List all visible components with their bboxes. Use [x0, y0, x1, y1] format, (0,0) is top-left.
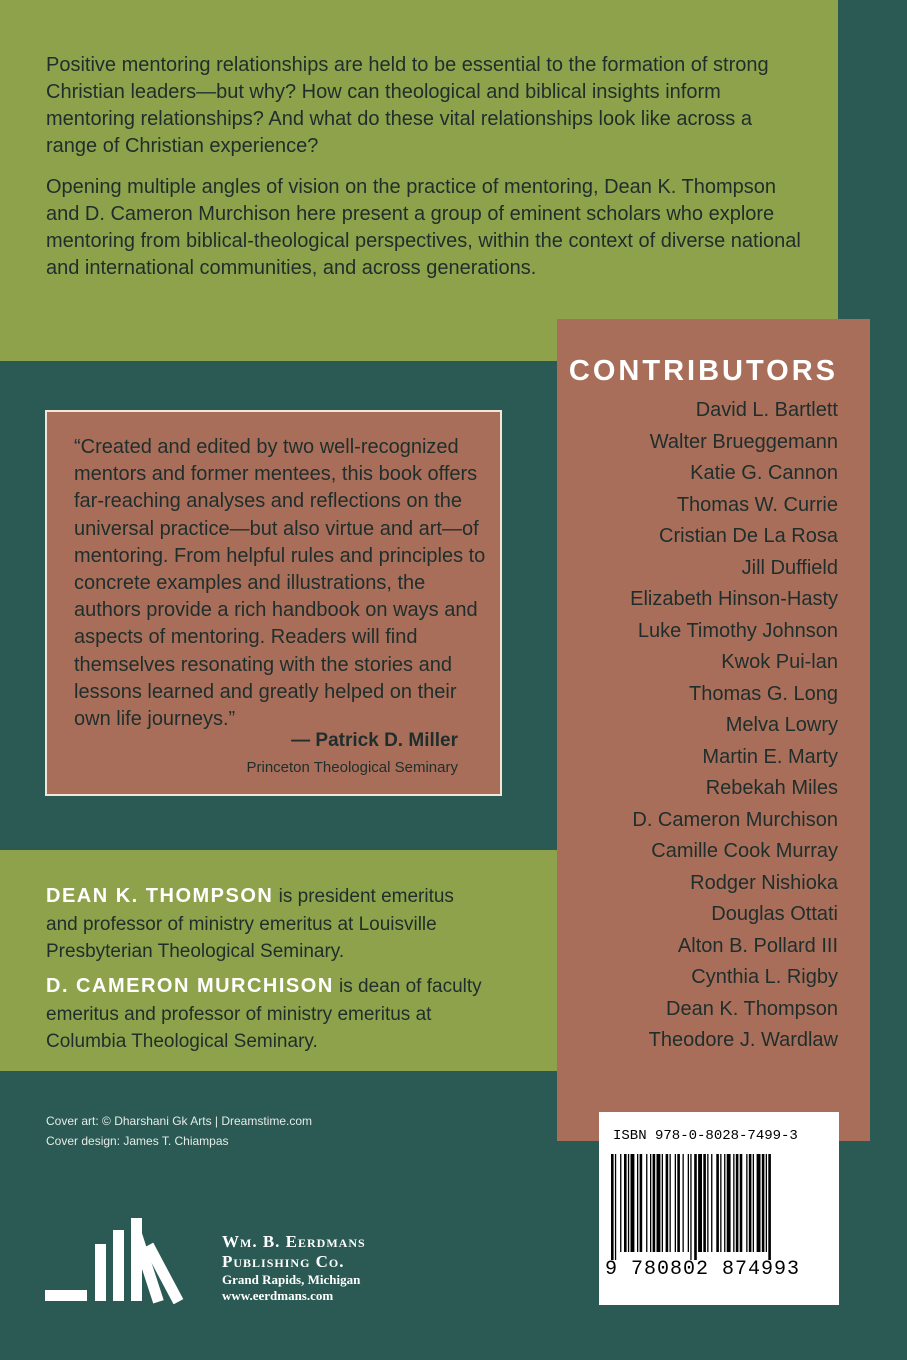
cover-design-credit: Cover design: James T. Chiampas [46, 1134, 229, 1148]
author-bio-2 [46, 973, 486, 1056]
barcode-bar [653, 1154, 656, 1252]
contributor-name: Camille Cook Murray [651, 840, 838, 862]
contributor-name: Theodore J. Wardlaw [648, 1029, 838, 1051]
endorsement-affiliation: Princeton Theological Seminary [246, 759, 458, 776]
contributor-name: Walter Brueggemann [649, 430, 838, 453]
intro-text [46, 52, 806, 296]
barcode-bar [766, 1154, 767, 1252]
barcode-bar [628, 1154, 629, 1252]
barcode-bar [637, 1154, 638, 1252]
barcode-bar [677, 1154, 680, 1252]
barcode-bar [736, 1154, 739, 1252]
contributor-name: Martin E. Marty [702, 745, 838, 768]
intro-paragraph-1: Positive mentoring relationships are held to be essential to the formation of strong Christian leaders—but why? How can theological and biblical insights inform mentoring relationships? And what do these vital relationships look like across a range of Christian experience? [46, 54, 769, 157]
barcode-bar [711, 1154, 712, 1252]
contributor-name: Douglas Ottati [711, 903, 838, 925]
endorsement-attribution: — Patrick D. Miller [291, 730, 458, 751]
barcode-bar [768, 1154, 771, 1260]
author-bio-1 [46, 883, 486, 966]
contributor-name: Melva Lowry [725, 714, 838, 736]
contributor-name: Kwok Pui-lan [721, 651, 838, 673]
contributor-name: Jill Duffield [741, 556, 838, 579]
barcode-bar [716, 1154, 719, 1252]
barcode-bar [720, 1154, 721, 1252]
barcode-bar [675, 1154, 676, 1252]
barcode-bar [631, 1154, 635, 1252]
contributor-name: Rodger Nishioka [690, 871, 838, 894]
cover-credits [46, 1111, 312, 1151]
barcode-bar [688, 1154, 689, 1252]
barcode-bar [683, 1154, 684, 1252]
barcode-bar [762, 1154, 765, 1252]
contributor-name: Rebekah Miles [705, 777, 838, 799]
isbn-label: ISBN 978-0-8028-7499-3 [613, 1128, 798, 1144]
barcode-bar [733, 1154, 734, 1252]
endorsement-quote: “Created and edited by two well-recognized mentors and former mentees, this book offers far-reaching analyses and reflections on the universal practice—but also virtue and art—of mentoring. From helpful rules and principles to concrete examples and illustrations, the authors provide a rich handbook on ways and aspects of mentoring. Readers will find themselves resonating with the stories and lessons learned and greatly helped on their own life journeys.” [74, 436, 486, 731]
barcode-bar [615, 1154, 616, 1260]
barcode-bar [620, 1154, 621, 1252]
publisher-block [222, 1232, 366, 1304]
contributor-name: Cristian De La Rosa [659, 525, 838, 547]
publisher-city: Grand Rapids, Michigan [222, 1272, 361, 1287]
author-name-2: D. CAMERON MURCHISON [46, 975, 334, 997]
barcode-bar [698, 1154, 702, 1252]
contributor-name: Katie G. Cannon [690, 462, 838, 484]
barcode-number: 9 780802 874993 [605, 1258, 801, 1281]
barcode-bar [666, 1154, 669, 1252]
barcode-bar [707, 1154, 708, 1252]
intro-paragraph-2: Opening multiple angles of vision on the practice of mentoring, Dean K. Thompson and D. Cameron Murchison here present a group of eminent scholars who explore mentoring from biblical-theological perspectives, within the context of diverse national and international communities, and across generations. [46, 176, 801, 279]
contributor-name: Alton B. Pollard III [677, 934, 838, 957]
authors-panel [0, 850, 557, 1071]
publisher-name-line-1: Wm. B. Eerdmans [222, 1232, 366, 1251]
contributor-name: Elizabeth Hinson-Hasty [630, 588, 838, 610]
contributors-title: CONTRIBUTORS [568, 355, 838, 387]
eerdmans-logo [45, 1218, 210, 1304]
barcode-bar [657, 1154, 661, 1252]
barcode-bar [670, 1154, 671, 1252]
barcode-bar [753, 1154, 754, 1252]
barcode-bar [624, 1154, 627, 1252]
contributor-name: David L. Bartlett [695, 399, 838, 421]
author-bio-1-text: is president emeritus and professor of ministry emeritus at Louisville Presbyterian Theological Seminary. [46, 886, 454, 962]
barcode-bar [650, 1154, 651, 1252]
cover-art-credit: Cover art: © Dharshani Gk Arts | Dreamstime.com [46, 1114, 313, 1128]
author-name-1: DEAN K. THOMPSON [46, 885, 274, 907]
barcode-bar [640, 1154, 643, 1252]
barcode-bar [757, 1154, 761, 1252]
contributor-name: Dean K. Thompson [666, 997, 838, 1020]
contributor-name: Luke Timothy Johnson [637, 619, 838, 642]
contributor-name: D. Cameron Murchison [632, 808, 838, 831]
barcode-bar [690, 1154, 691, 1260]
endorsement-quote-box [45, 410, 502, 796]
barcode-bar [740, 1154, 743, 1252]
contributors-list [630, 395, 838, 1057]
contributors-panel [557, 319, 870, 1141]
barcode-bar [646, 1154, 647, 1252]
contributor-name: Thomas W. Currie [676, 493, 838, 516]
barcode-bars [609, 1154, 829, 1260]
contributor-name: Cynthia L. Rigby [691, 966, 838, 988]
publisher-website: www.eerdmans.com [222, 1288, 334, 1303]
barcode-box [599, 1112, 839, 1305]
intro-panel [0, 0, 838, 361]
barcode-bar [611, 1154, 614, 1260]
barcode-bar [662, 1154, 663, 1252]
publisher-name-line-2: Publishing Co. [222, 1252, 345, 1271]
barcode-bar [724, 1154, 725, 1252]
barcode-bar [727, 1154, 731, 1252]
contributor-name: Thomas G. Long [689, 682, 838, 705]
barcode-bar [746, 1154, 747, 1252]
author-bio-2-text: is dean of faculty emeritus and professor of ministry emeritus at Columbia Theological Seminary. [46, 976, 482, 1052]
barcode-bar [694, 1154, 697, 1260]
barcode-bar [749, 1154, 752, 1252]
barcode-bar [703, 1154, 706, 1252]
